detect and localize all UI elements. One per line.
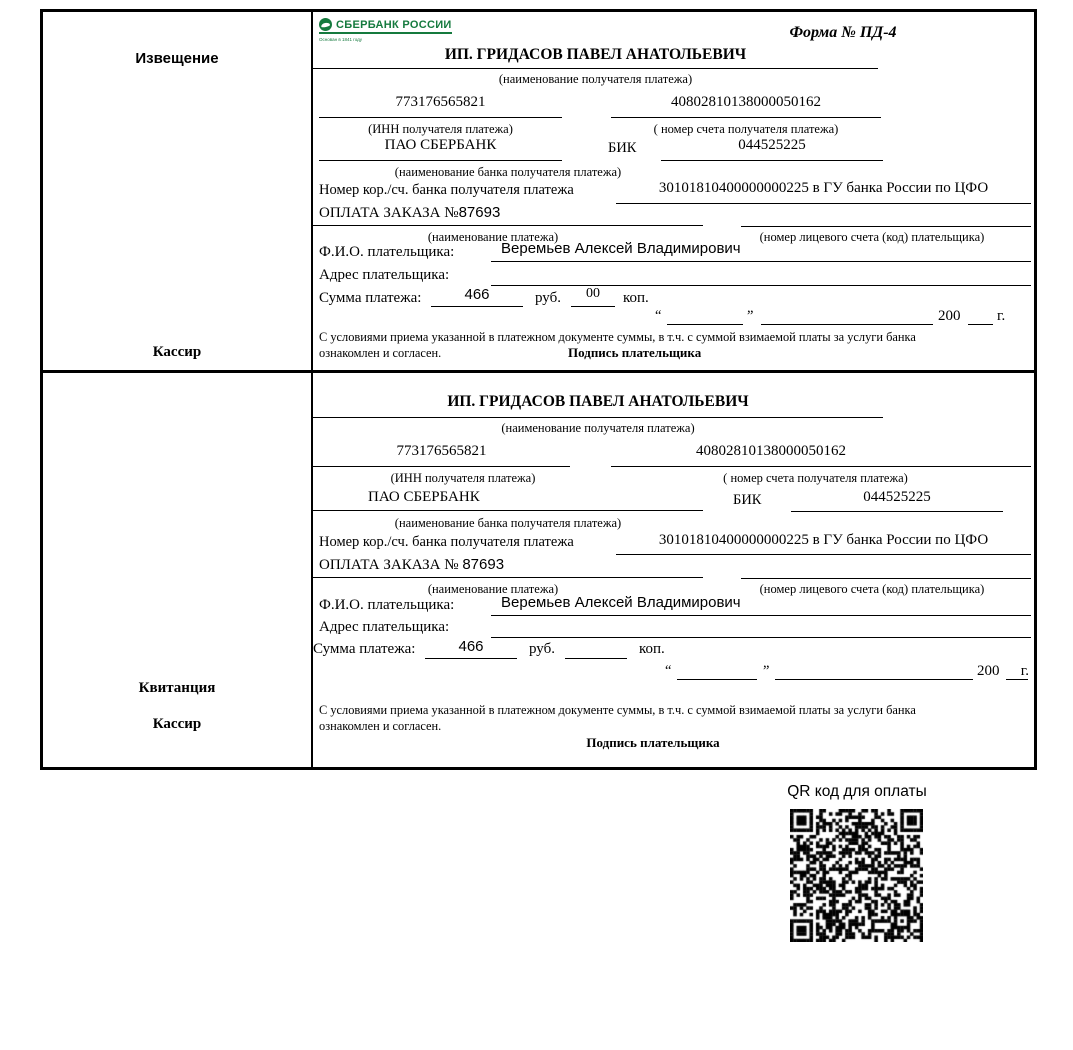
payer-name-field: Веремьев Алексей Владимирович — [491, 240, 1031, 262]
payment-form — [40, 9, 1037, 770]
payment-caption: (наименование платежа) — [427, 230, 559, 244]
account-field: 40802810138000050162 — [611, 443, 1031, 467]
amount-rub-field: 466 — [431, 286, 523, 307]
amount-kop-field: 00 — [571, 286, 615, 307]
receipt-section — [313, 373, 1031, 764]
agreement-line2: ознакомлен и согласен. — [319, 719, 442, 733]
corr-account-label: Номер кор./сч. банка получателя платежа — [319, 182, 574, 198]
payer-address-underline — [491, 264, 1031, 286]
date-year-underline — [968, 307, 993, 325]
date-year-prefix: 200 — [938, 308, 961, 324]
sberbank-logo-tagline: Основан в 1841 году — [319, 37, 363, 42]
qr-label: QR код для оплаты — [787, 783, 927, 800]
corr-account-field: 30101810400000000225 в ГУ банка России по ЦФО — [616, 532, 1031, 555]
bik-field: 044525225 — [661, 137, 883, 161]
recipient-caption: (наименование получателя платежа) — [498, 72, 693, 86]
form-type-label: Форма № ПД-4 — [789, 24, 897, 41]
notice-part-label: Извещение — [135, 50, 219, 67]
payer-address-label: Адрес плательщика: — [319, 619, 450, 635]
amount-kop-field — [565, 638, 627, 659]
payment-name-number: 87693 — [458, 204, 501, 221]
payment-name-prefix: ОПЛАТА ЗАКАЗА № — [319, 557, 463, 573]
notice-cashier-label: Кассир — [152, 344, 202, 360]
qr-code — [790, 809, 923, 942]
payer-name-label: Ф.И.О. плательщика: — [319, 244, 455, 260]
personal-account-underline — [741, 556, 1031, 579]
payer-name-field: Веремьев Алексей Владимирович — [491, 594, 1031, 616]
payer-address-underline — [491, 616, 1031, 638]
date-month-underline — [775, 662, 973, 680]
personal-caption: (номер лицевого счета (код) плательщика) — [759, 230, 985, 244]
recipient-caption: (наименование получателя платежа) — [501, 421, 695, 435]
payment-name-prefix: ОПЛАТА ЗАКАЗА № — [319, 205, 459, 221]
date-month-underline — [761, 307, 933, 325]
date-quote-open: “ — [665, 663, 672, 679]
payment-name-number: 87693 — [462, 556, 505, 573]
receipt-cashier-label: Кассир — [152, 716, 202, 732]
personal-account-underline — [741, 204, 1031, 227]
bik-field: 044525225 — [791, 489, 1003, 512]
payment-name-field — [313, 556, 703, 578]
agreement-line1: С условиями приема указанной в платежном документе суммы, в т.ч. с суммой взимаемой платы за услуги банка — [319, 703, 916, 717]
account-caption: ( номер счета получателя платежа) — [723, 471, 908, 485]
date-year-prefix: 200 — [977, 663, 1000, 679]
amount-rub-field: 466 — [425, 638, 517, 659]
personal-caption: (номер лицевого счета (код) плательщика) — [759, 582, 985, 596]
agreement-line2: ознакомлен и согласен. — [319, 346, 442, 360]
signature-label: Подпись плательщика — [568, 345, 702, 360]
inn-caption: (ИНН получателя платежа) — [390, 471, 536, 485]
account-field: 40802810138000050162 — [611, 94, 881, 118]
payer-name-label: Ф.И.О. плательщика: — [319, 597, 455, 613]
account-caption: ( номер счета получателя платежа) — [653, 122, 839, 136]
date-day-underline — [667, 307, 743, 325]
date-quote-open: “ — [655, 308, 662, 324]
payment-caption: (наименование платежа) — [427, 582, 559, 596]
payer-address-label: Адрес плательщика: — [319, 267, 450, 283]
date-year-suffix: г. — [997, 308, 1006, 324]
corr-account-field: 30101810400000000225 в ГУ банка России по ЦФО — [616, 180, 1031, 204]
date-quote-close: ” — [763, 663, 770, 679]
corr-account-label: Номер кор./сч. банка получателя платежа — [319, 534, 574, 550]
bank-name-field: ПАО СБЕРБАНК — [313, 489, 703, 511]
bank-caption: (наименование банка получателя платежа) — [394, 516, 622, 530]
rub-label: руб. — [535, 290, 561, 306]
payment-name-field — [313, 204, 703, 226]
recipient-name: ИП. ГРИДАСОВ ПАВЕЛ АНАТОЛЬЕВИЧ — [313, 46, 878, 69]
signature-label: Подпись плательщика — [586, 735, 720, 750]
date-day-underline — [677, 662, 757, 680]
sberbank-logo — [319, 18, 479, 42]
inn-field: 773176565821 — [319, 94, 562, 118]
notice-section — [313, 12, 1031, 370]
kop-label: коп. — [623, 290, 649, 306]
bik-label: БИК — [608, 140, 637, 156]
inn-caption: (ИНН получателя платежа) — [368, 122, 513, 136]
amount-label: Сумма платежа: — [319, 290, 422, 306]
kop-label: коп. — [639, 641, 665, 657]
bank-caption: (наименование банка получателя платежа) — [394, 165, 622, 179]
bank-name-field: ПАО СБЕРБАНК — [319, 137, 562, 161]
receipt-part-label: Квитанция — [138, 680, 216, 696]
amount-label: Сумма платежа: — [313, 641, 416, 657]
bik-label: БИК — [733, 492, 762, 508]
sberbank-logo-text: СБЕРБАНК РОССИИ — [336, 18, 452, 31]
agreement-line1: С условиями приема указанной в платежном документе суммы, в т.ч. с суммой взимаемой платы за услуги банка — [319, 330, 916, 344]
sberbank-logo-icon — [319, 18, 332, 31]
recipient-name: ИП. ГРИДАСОВ ПАВЕЛ АНАТОЛЬЕВИЧ — [313, 393, 883, 418]
date-year-suffix: г. — [1020, 663, 1029, 679]
date-quote-close: ” — [747, 308, 754, 324]
rub-label: руб. — [529, 641, 555, 657]
inn-field: 773176565821 — [313, 443, 570, 467]
